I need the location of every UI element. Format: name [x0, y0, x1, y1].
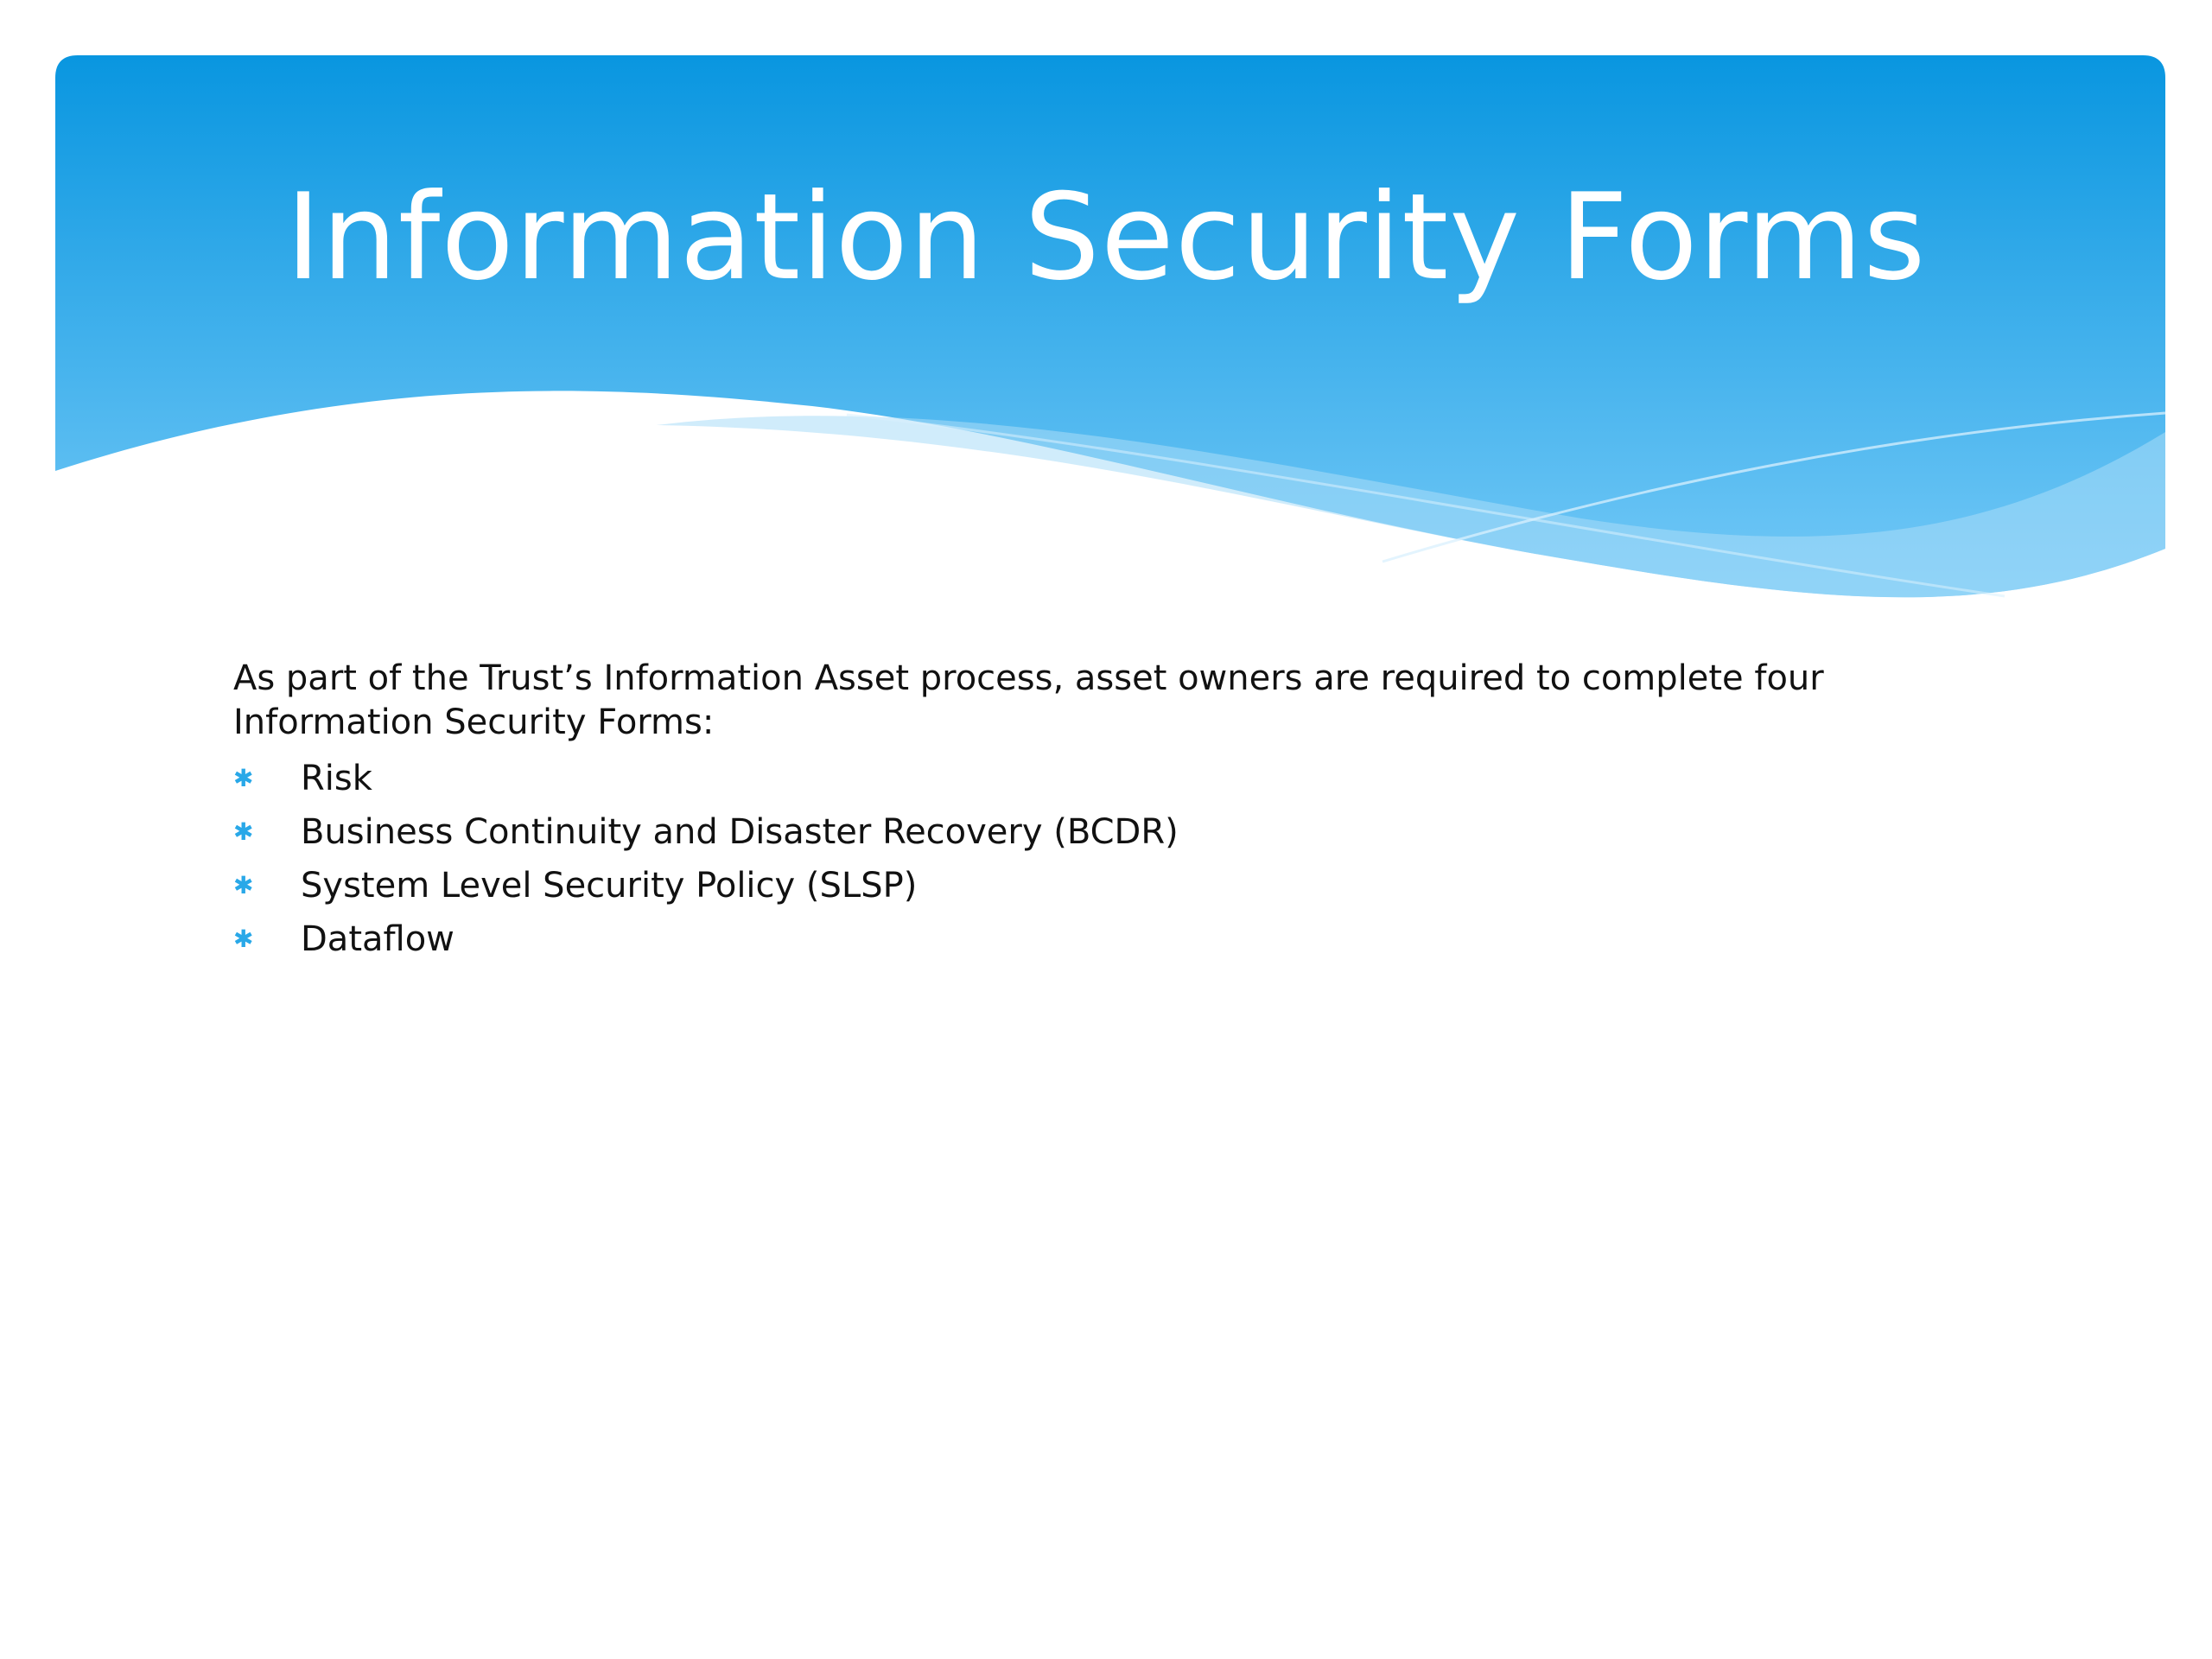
asterisk-icon: ✱ [233, 764, 254, 792]
banner-background-shape [55, 55, 2165, 597]
list-item-text: Risk [301, 759, 372, 798]
asterisk-icon: ✱ [233, 925, 254, 953]
asterisk-icon: ✱ [233, 871, 254, 899]
list-item-text: System Level Security Policy (SLSP) [301, 866, 918, 906]
slide-content [233, 657, 1996, 966]
intro-paragraph: As part of the Trust’s Information Asset process, asset owners are required to complete four Information Security Forms: [233, 658, 1824, 742]
list-item [233, 912, 1996, 966]
list-item-text: Business Continuity and Disaster Recovery (BCDR) [301, 812, 1179, 852]
header-banner [0, 0, 2212, 657]
slide-title: Information Security Forms [285, 168, 1927, 307]
bullet-list [233, 752, 1996, 966]
list-item [233, 752, 1996, 805]
list-item-text: Dataflow [301, 919, 454, 959]
list-item [233, 805, 1996, 859]
list-item [233, 859, 1996, 912]
asterisk-icon: ✱ [233, 817, 254, 846]
